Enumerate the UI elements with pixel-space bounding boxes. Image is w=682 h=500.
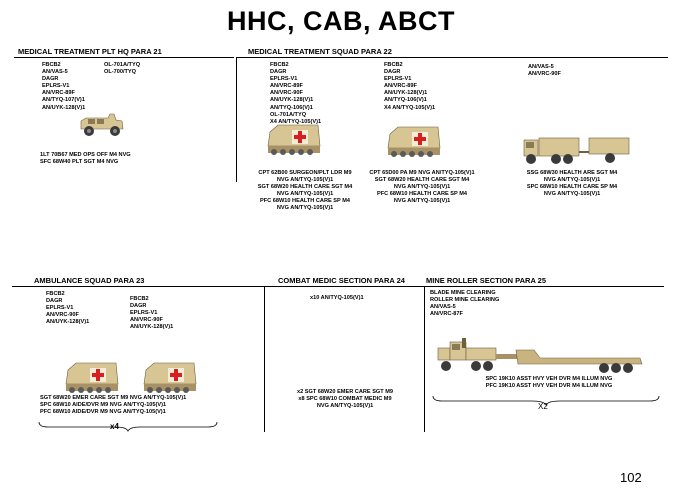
list-line: NVG AN/TYQ-105(V)1 bbox=[543, 177, 601, 184]
equipment-list bbox=[310, 295, 364, 302]
list-line: DAGR bbox=[42, 76, 59, 83]
list-line: PFC 68W10 AIDE/DVR M9 NVG AN/TYQ-105(V)1 bbox=[40, 409, 166, 416]
equipment-list bbox=[42, 62, 85, 112]
list-line: AN/UYK-128(V)1 bbox=[384, 90, 428, 97]
list-line: PFC 68W10 HEALTH CARE SP M4 bbox=[260, 198, 350, 205]
section-header-med-plt-hq: MEDICAL TREATMENT PLT HQ PARA 21 bbox=[18, 47, 162, 56]
section-rule bbox=[14, 57, 234, 58]
list-line: OL-701A/TYQ bbox=[104, 62, 141, 68]
page-number: 102 bbox=[620, 470, 642, 485]
list-line: NVG AN/TYQ-105(V)1 bbox=[276, 191, 334, 198]
crew-list bbox=[40, 395, 186, 416]
list-line: DAGR bbox=[46, 298, 63, 305]
list-line: FBCB2 bbox=[42, 62, 61, 68]
list-line: EPLRS-V1 bbox=[130, 310, 158, 317]
list-line: FBCB2 bbox=[46, 291, 65, 297]
ambulance-vehicle-icon bbox=[386, 124, 442, 165]
list-line: DAGR bbox=[130, 303, 147, 310]
list-line: AN/VAS-5 bbox=[42, 69, 68, 76]
section-header-med-squad: MEDICAL TREATMENT SQUAD PARA 22 bbox=[248, 47, 392, 56]
ambulance-vehicle-icon bbox=[266, 122, 322, 163]
section-divider bbox=[236, 57, 237, 182]
list-line: OL-700/TYQ bbox=[104, 69, 137, 76]
list-line: AN/TYQ-106(V)1 bbox=[384, 97, 427, 104]
section-divider bbox=[424, 286, 425, 432]
list-line: NVG AN/TYQ-105(V)1 bbox=[543, 191, 601, 198]
list-line: AN/TYQ-107(V)1 bbox=[42, 97, 85, 104]
list-line: AN/VRC-90F bbox=[528, 71, 561, 78]
list-line: SSG 68W30 HEALTH ARE SGT M4 bbox=[526, 170, 618, 176]
list-line: AN/VAS-5 bbox=[528, 64, 554, 70]
list-line: EPLRS-V1 bbox=[46, 305, 74, 312]
list-line: FBCB2 bbox=[130, 296, 149, 302]
list-line: CPT 65D00 PA M9 NVG AN/TYQ-105(V)1 bbox=[369, 170, 475, 176]
equipment-list bbox=[528, 64, 561, 78]
list-line: AN/UYK-128(V)1 bbox=[46, 319, 90, 326]
list-line: OL-701A/TYQ bbox=[270, 111, 307, 118]
list-line: X4 AN/TYQ-105(V)1 bbox=[384, 104, 436, 111]
list-line: 1LT 70B67 MED OPS OFF M4 NVG bbox=[40, 152, 131, 158]
list-line: NVG AN/TYQ-105(V)1 bbox=[316, 403, 374, 410]
list-line: EPLRS-V1 bbox=[270, 76, 298, 83]
equipment-list bbox=[104, 62, 140, 76]
list-line: FBCB2 bbox=[384, 62, 403, 68]
crew-list bbox=[254, 170, 356, 213]
list-line: AN/VRC-90F bbox=[46, 312, 79, 319]
equipment-list bbox=[130, 296, 173, 331]
crew-list bbox=[368, 170, 476, 205]
list-line: x10 AN/TYQ-105(V)1 bbox=[310, 295, 364, 301]
list-line: AN/VRC-89F bbox=[270, 83, 303, 90]
humvee-icon bbox=[80, 112, 124, 143]
section-header-mine-roller: MINE ROLLER SECTION PARA 25 bbox=[426, 276, 547, 285]
crew-list bbox=[518, 170, 626, 198]
list-line: AN/VRC-90F bbox=[270, 90, 303, 97]
list-line: DAGR bbox=[270, 69, 287, 76]
list-line: x8 SPC 68W10 COMBAT MEDIC M9 bbox=[298, 396, 392, 403]
list-line: AN/UYK-128(V)1 bbox=[130, 324, 174, 331]
crew-list bbox=[456, 376, 642, 390]
multiplier-label: x4 bbox=[110, 422, 119, 431]
list-line: SGT 68W20 EMER CARE SGT M9 NVG AN/TYQ-105(V)1 bbox=[40, 395, 187, 401]
list-line: CPT 62B00 SURGEON/PLT LDR M9 bbox=[258, 170, 352, 176]
list-line: EPLRS-V1 bbox=[42, 83, 70, 90]
cargo-truck-trailer-icon bbox=[522, 132, 634, 171]
list-line: SPC 68W10 AIDE/DVR M9 NVG AN/TYQ-105(V)1 bbox=[40, 402, 167, 409]
equipment-list bbox=[430, 290, 499, 318]
section-divider bbox=[264, 286, 265, 432]
multiplier-label: X2 bbox=[538, 402, 548, 411]
list-line: AN/TYQ-106(V)1 bbox=[270, 104, 313, 111]
list-line: SPC 68W10 HEALTH CARE SP M4 bbox=[526, 184, 618, 191]
equipment-list bbox=[270, 62, 321, 126]
section-header-ambulance-squad: AMBULANCE SQUAD PARA 23 bbox=[34, 276, 145, 285]
list-line: PFC 19K10 ASST HVY VEH DVR M4 ILLUM NVG bbox=[485, 383, 613, 390]
list-line: AN/VRC-87F bbox=[430, 311, 463, 318]
list-line: AN/VAS-5 bbox=[430, 304, 456, 311]
list-line: NVG AN/TYQ-105(V)1 bbox=[393, 184, 451, 191]
group-brace bbox=[38, 418, 218, 436]
section-rule bbox=[12, 286, 664, 287]
crew-list bbox=[40, 152, 131, 166]
section-header-combat-medic: COMBAT MEDIC SECTION PARA 24 bbox=[278, 276, 405, 285]
list-line: x2 SGT 68W20 EMER CARE SGT M9 bbox=[296, 389, 394, 395]
equipment-list bbox=[384, 62, 435, 112]
list-line: SFC 68W40 PLT SGT M4 NVG bbox=[40, 159, 119, 166]
list-line: AN/VRC-89F bbox=[42, 90, 75, 97]
list-line: EPLRS-V1 bbox=[384, 76, 412, 83]
list-line: BLADE MINE CLEARING bbox=[430, 290, 496, 296]
list-line: AN/VRC-90F bbox=[130, 317, 163, 324]
list-line: AN/VRC-89F bbox=[384, 83, 417, 90]
tractor-trailer-icon bbox=[436, 336, 652, 381]
list-line: SGT 68W20 HEALTH CARE SGT M4 bbox=[374, 177, 470, 184]
list-line: NVG AN/TYQ-105(V)1 bbox=[276, 177, 334, 184]
list-line: SPC 19K10 ASST HVY VEH DVR M4 ILLUM NVG bbox=[485, 376, 613, 382]
crew-list bbox=[288, 389, 402, 410]
list-line: NVG AN/TYQ-105(V)1 bbox=[393, 198, 451, 205]
list-line: AN/UYK-128(V)1 bbox=[270, 97, 314, 104]
list-line: DAGR bbox=[384, 69, 401, 76]
list-line: X4 AN/TYQ-105(V)1 bbox=[270, 118, 322, 125]
equipment-list bbox=[46, 291, 89, 326]
list-line: FBCB2 bbox=[270, 62, 289, 68]
list-line: ROLLER MINE CLEARING bbox=[430, 297, 500, 304]
list-line: AN/UYK-128(V)1 bbox=[42, 104, 86, 111]
list-line: PFC 68W10 HEALTH CARE SP M4 bbox=[377, 191, 467, 198]
list-line: SGT 68W20 HEALTH CARE SGT M4 bbox=[257, 184, 353, 191]
list-line: NVG AN/TYQ-105(V)1 bbox=[276, 205, 334, 212]
section-rule bbox=[236, 57, 668, 58]
page-title: HHC, CAB, ABCT bbox=[227, 6, 455, 36]
